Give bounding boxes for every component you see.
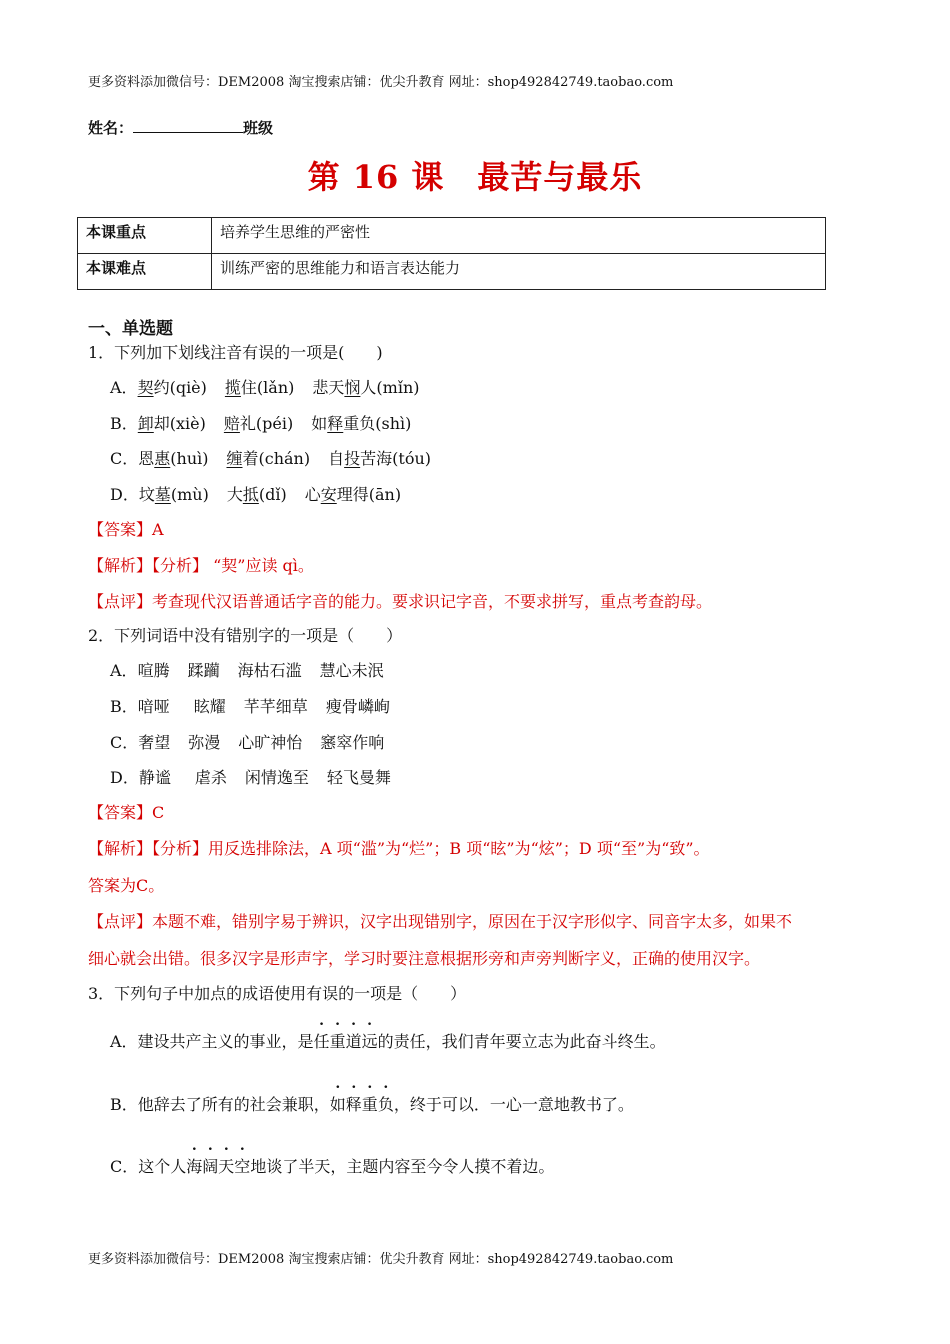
dotted-char: 释 bbox=[345, 1095, 362, 1114]
option-text: C．这个人 bbox=[110, 1157, 187, 1176]
option-letter: B． bbox=[110, 697, 138, 716]
q3-option-a[interactable] bbox=[110, 1029, 666, 1052]
student-name-line bbox=[88, 117, 273, 138]
word: 闲情逸至 bbox=[244, 768, 309, 787]
option-text: 苦海(tóu) bbox=[360, 449, 431, 468]
option-text: A．建设共产主义的事业，是 bbox=[110, 1032, 314, 1051]
word: 芊芊细草 bbox=[243, 697, 308, 716]
q3-option-b[interactable] bbox=[110, 1092, 634, 1115]
q2-comment-cont: 细心就会出错。很多汉字是形声字，学习时要注意根据形旁和声旁判断字义，正确的使用汉字。 bbox=[88, 949, 761, 968]
underlined-char: 悯 bbox=[344, 378, 361, 397]
q2-analysis: 【解析】【分析】用反选排除法，A 项“滥”为“烂”；B 项“眩”为“炫”；D 项“至”为“致”。 bbox=[88, 839, 710, 858]
option-text: 约(qiè) bbox=[153, 378, 207, 397]
dotted-char: 重 bbox=[329, 1032, 346, 1051]
option-text: (dǐ) bbox=[258, 485, 287, 504]
q2-comment: 【点评】本题不难，错别字易于辨识，汉字出现错别字，原因在于汉字形似字、同音字太多，如果不 bbox=[88, 912, 793, 931]
underlined-char: 抵 bbox=[242, 485, 259, 504]
word: 奢望 bbox=[138, 733, 171, 752]
option-text: 人(mǐn) bbox=[360, 378, 420, 397]
dotted-char: 远 bbox=[361, 1032, 378, 1051]
q1-option-a[interactable] bbox=[110, 375, 420, 398]
q1-option-d[interactable] bbox=[110, 482, 401, 505]
dotted-char: 任 bbox=[313, 1032, 330, 1051]
option-letter: A． bbox=[110, 661, 138, 680]
q1-option-c[interactable] bbox=[110, 446, 431, 469]
q1-comment: 【点评】考查现代汉语普通话字音的能力。要求识记字音，不要求拼写，重点考查韵母。 bbox=[88, 592, 713, 611]
dotted-char: 空 bbox=[234, 1157, 251, 1176]
dotted-char: 海 bbox=[186, 1157, 203, 1176]
underlined-char: 赔 bbox=[223, 414, 240, 433]
option-letter: A． bbox=[110, 378, 138, 397]
word: 虐杀 bbox=[194, 768, 227, 787]
option-text: 悲天 bbox=[312, 378, 345, 397]
q2-option-a[interactable] bbox=[110, 658, 384, 681]
key-point-value: 培养学生思维的严密性 bbox=[212, 218, 826, 254]
q1-analysis: 【解析】【分析】 “契”应读 qì。 bbox=[88, 556, 314, 575]
underlined-char: 契 bbox=[137, 378, 154, 397]
option-text: 地谈了半天，主题内容至今令人摸不着边。 bbox=[250, 1157, 555, 1176]
word: 瘦骨嶙峋 bbox=[325, 697, 390, 716]
word: 弥漫 bbox=[188, 733, 221, 752]
underlined-char: 释 bbox=[327, 414, 344, 433]
word: 轻飞曼舞 bbox=[326, 768, 391, 787]
word: 蹂躏 bbox=[187, 661, 220, 680]
word: 静谧 bbox=[138, 768, 171, 787]
q2-stem: 2．下列词语中没有错别字的一项是（ ） bbox=[88, 626, 403, 645]
dotted-char: 阔 bbox=[202, 1157, 219, 1176]
word: 慧心未泯 bbox=[319, 661, 384, 680]
option-text: 却(xiè) bbox=[153, 414, 206, 433]
dotted-char: 如 bbox=[329, 1095, 346, 1114]
footer-note: 更多资料添加微信号：DEM2008 淘宝搜索店铺：优尖升教育 网址：shop492842749.taobao.com bbox=[88, 1252, 674, 1267]
word: 海枯石滥 bbox=[237, 661, 302, 680]
class-label: 班级 bbox=[243, 119, 274, 137]
option-text: ，终于可以．一心一意地教书了。 bbox=[393, 1095, 634, 1114]
dotted-char: 重 bbox=[361, 1095, 378, 1114]
option-text: 理得(ān) bbox=[336, 485, 402, 504]
underlined-char: 墓 bbox=[154, 485, 171, 504]
underlined-char: 缠 bbox=[226, 449, 243, 468]
key-points-table bbox=[77, 217, 826, 290]
option-text: 重负(shì) bbox=[343, 414, 412, 433]
option-text: 心 bbox=[304, 485, 321, 504]
q2-answer: 【答案】C bbox=[88, 803, 165, 822]
q3-option-c[interactable] bbox=[110, 1154, 554, 1177]
dotted-char: 负 bbox=[377, 1095, 394, 1114]
option-text: 如 bbox=[311, 414, 328, 433]
header-note: 更多资料添加微信号：DEM2008 淘宝搜索店铺：优尖升教育 网址：shop492842749.taobao.com bbox=[88, 75, 674, 90]
option-letter: C． bbox=[110, 733, 139, 752]
underlined-char: 安 bbox=[320, 485, 337, 504]
table-row bbox=[78, 254, 826, 290]
option-text: C．恩 bbox=[110, 449, 155, 468]
difficulty-label: 本课难点 bbox=[78, 254, 212, 290]
table-row bbox=[78, 218, 826, 254]
section-title: 一、单选题 bbox=[88, 319, 173, 339]
name-label: 姓名： bbox=[88, 119, 134, 137]
option-text: 大 bbox=[226, 485, 243, 504]
lesson-title: 第 16 课 最苦与最乐 bbox=[307, 158, 643, 196]
q3-stem: 3．下列句子中加点的成语使用有误的一项是（ ） bbox=[88, 984, 467, 1003]
underlined-char: 揽 bbox=[224, 378, 241, 397]
q1-stem: 1．下列加下划线注音有误的一项是( ) bbox=[88, 343, 383, 362]
q2-analysis-cont: 答案为C。 bbox=[88, 876, 165, 895]
word: 窸窣作响 bbox=[320, 733, 385, 752]
option-text: 的责任，我们青年要立志为此奋斗终生。 bbox=[377, 1032, 666, 1051]
option-letter: D． bbox=[110, 768, 139, 787]
option-text: D．坟 bbox=[110, 485, 155, 504]
name-blank[interactable] bbox=[133, 118, 243, 133]
q1-answer: 【答案】A bbox=[88, 520, 164, 539]
option-letter: B． bbox=[110, 414, 138, 433]
underlined-char: 投 bbox=[344, 449, 361, 468]
word: 心旷神怡 bbox=[238, 733, 303, 752]
dotted-char: 天 bbox=[218, 1157, 235, 1176]
difficulty-value: 训练严密的思维能力和语言表达能力 bbox=[212, 254, 826, 290]
option-text: 自 bbox=[328, 449, 345, 468]
q1-option-b[interactable] bbox=[110, 411, 411, 434]
option-text: 住(lǎn) bbox=[240, 378, 295, 397]
q2-option-d[interactable] bbox=[110, 765, 391, 788]
option-text: B．他辞去了所有的社会兼职， bbox=[110, 1095, 330, 1114]
key-point-label: 本课重点 bbox=[78, 218, 212, 254]
q2-option-c[interactable] bbox=[110, 730, 384, 753]
word: 喧腾 bbox=[137, 661, 170, 680]
option-text: (huì) bbox=[170, 449, 209, 468]
underlined-char: 卸 bbox=[137, 414, 154, 433]
q2-option-b[interactable] bbox=[110, 694, 390, 717]
dotted-char: 道 bbox=[345, 1032, 362, 1051]
word: 眩耀 bbox=[193, 697, 226, 716]
word: 喑哑 bbox=[137, 697, 170, 716]
option-text: (mù) bbox=[170, 485, 209, 504]
option-text: 着(chán) bbox=[242, 449, 311, 468]
underlined-char: 惠 bbox=[154, 449, 171, 468]
option-text: 礼(péi) bbox=[239, 414, 294, 433]
